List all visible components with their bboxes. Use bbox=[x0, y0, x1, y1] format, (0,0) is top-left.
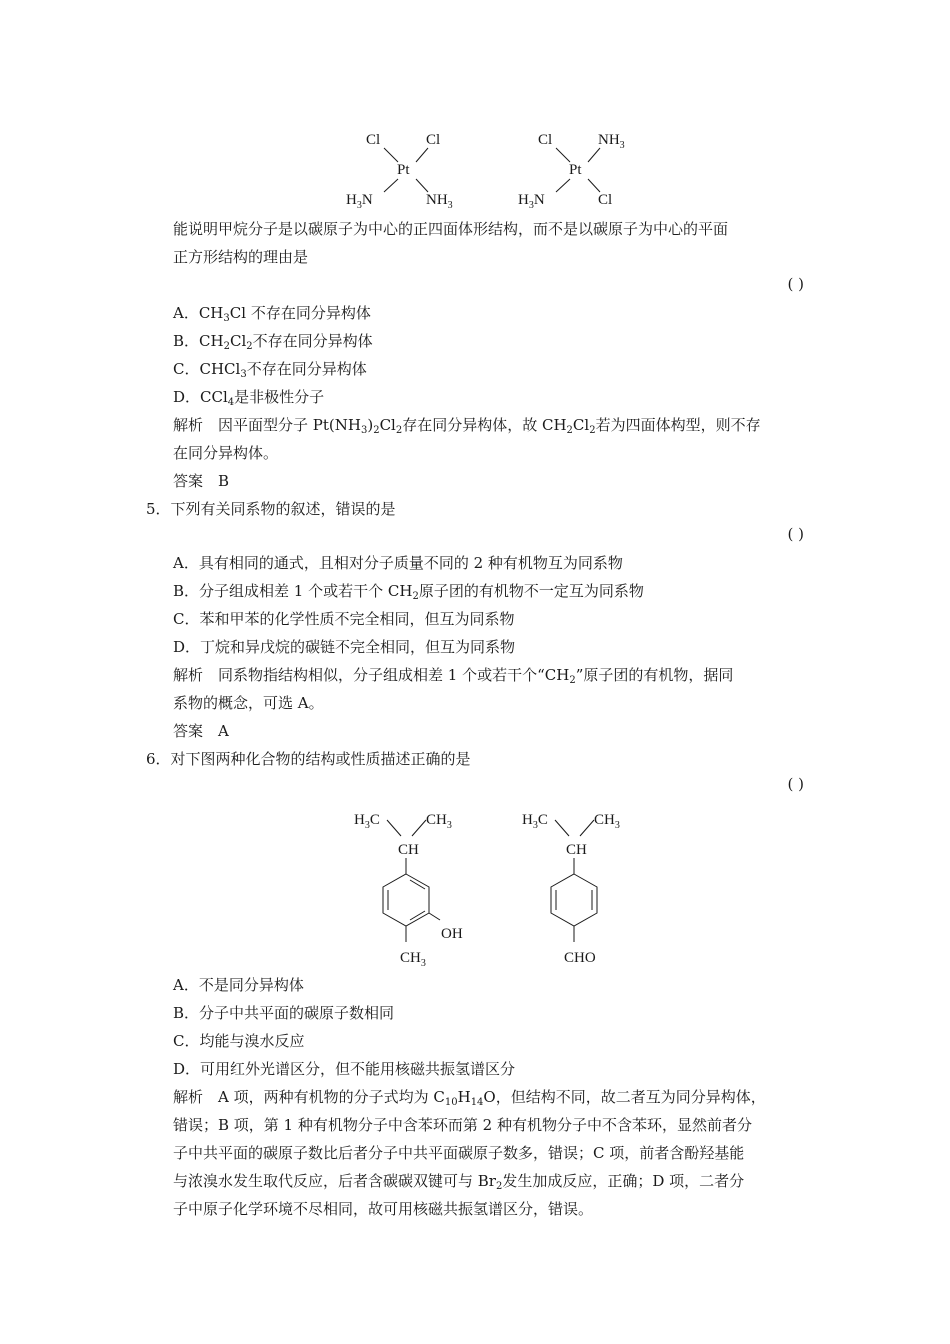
q5-option-a: A．具有相同的通式，且相对分子质量不同的 2 种有机物互为同系物 bbox=[173, 554, 623, 572]
q4-option-a: A．$CH_3Cl$ 不存在同分异构体 bbox=[173, 304, 371, 324]
atom-label: CHO bbox=[564, 950, 596, 966]
atom-label: Pt bbox=[397, 162, 410, 178]
atom-label: $CH_3$ bbox=[594, 812, 620, 831]
pt-complex-left bbox=[340, 124, 480, 214]
q6-analysis-line-3: 子中共平面的碳原子数比后者分子中共平面碳原子数多，错误；C 项，前者含酚羟基能 bbox=[173, 1144, 745, 1162]
bond bbox=[416, 179, 428, 192]
q5-analysis-line-1: 解析 同系物指结构相似，分子组成相差 1 个或若干个“$CH_2$”原子团的有机物，据同 bbox=[173, 666, 734, 686]
atom-label: Cl bbox=[538, 132, 553, 148]
atom-label: OH bbox=[441, 926, 463, 942]
bond bbox=[384, 179, 398, 192]
pt-complex-right bbox=[512, 124, 652, 214]
atom-label: $H_3C$ bbox=[354, 812, 380, 831]
bond bbox=[416, 148, 428, 162]
atom-label: $H_3C$ bbox=[522, 812, 548, 831]
q4-analysis-line-2: 在同分异构体。 bbox=[173, 444, 279, 462]
atom-label: CH bbox=[566, 842, 587, 858]
atom-label: CH bbox=[398, 842, 419, 858]
answer-blank: ( ) bbox=[787, 275, 804, 293]
q4-stem-line-2: 正方形结构的理由是 bbox=[173, 248, 309, 266]
q5-analysis-line-2: 系物的概念，可选 A。 bbox=[173, 694, 324, 712]
atom-label: Pt bbox=[569, 162, 582, 178]
q4-option-d: D．CCl$_4$是非极性分子 bbox=[173, 388, 325, 408]
atom-label: $H_3N$ bbox=[518, 192, 545, 211]
bond bbox=[429, 913, 440, 920]
atom-label: $H_3N$ bbox=[346, 192, 373, 211]
q4-option-b: B．$CH_2Cl_2$不存在同分异构体 bbox=[173, 332, 373, 352]
q5-answer: 答案 A bbox=[173, 722, 229, 740]
structure-thymol bbox=[350, 800, 490, 975]
q6-analysis-line-4: 与浓溴水发生取代反应，后者含碳碳双键可与 $Br_2$发生加成反应，正确；D 项，二者分 bbox=[173, 1172, 745, 1192]
atom-label: $NH_3$ bbox=[426, 192, 453, 211]
q6-option-b: B．分子中共平面的碳原子数相同 bbox=[173, 1004, 395, 1022]
bond bbox=[556, 148, 570, 162]
answer-blank: ( ) bbox=[787, 775, 804, 793]
q6-analysis-line-1: 解析 A 项，两种有机物的分子式均为 $C_{10}H_{14}O$，但结构不同，故二者互为同分异构体， bbox=[173, 1088, 766, 1108]
q6-stem: 6．对下图两种化合物的结构或性质描述正确的是 bbox=[146, 750, 471, 768]
q4-stem-line-1: 能说明甲烷分子是以碳原子为中心的正四面体形结构，而不是以碳原子为中心的平面 bbox=[173, 220, 729, 238]
q4-answer: 答案 B bbox=[173, 472, 230, 490]
atom-label: $CH_3$ bbox=[400, 950, 426, 969]
bond bbox=[588, 148, 600, 162]
atom-label: Cl bbox=[598, 192, 613, 208]
q5-option-b: B．分子组成相差 1 个或若干个 $CH_2$原子团的有机物不一定互为同系物 bbox=[173, 582, 644, 602]
atom-label: $NH_3$ bbox=[598, 132, 625, 151]
double-bond bbox=[410, 880, 425, 889]
q5-stem: 5．下列有关同系物的叙述，错误的是 bbox=[146, 500, 396, 518]
q6-analysis-line-5: 子中原子化学环境不尽相同，故可用核磁共振氢谱区分，错误。 bbox=[173, 1200, 594, 1218]
atom-label: $CH_3$ bbox=[426, 812, 452, 831]
structure-aldehyde bbox=[518, 800, 658, 975]
bond bbox=[580, 820, 594, 836]
bond bbox=[384, 148, 398, 162]
answer-blank: ( ) bbox=[787, 525, 804, 543]
q6-option-d: D．可用红外光谱区分，但不能用核磁共振氢谱区分 bbox=[173, 1060, 516, 1078]
q4-analysis-line-1: 解析 因平面型分子 $Pt(NH_3)_2Cl_2$存在同分异构体，故 $CH_2Cl_2$若为四面体构型，则不存 bbox=[173, 416, 761, 436]
q4-option-c: C．CHCl$_3$不存在同分异构体 bbox=[173, 360, 367, 380]
cyclohexadiene-ring bbox=[551, 874, 597, 926]
q6-option-c: C．均能与溴水反应 bbox=[173, 1032, 305, 1050]
double-bond bbox=[410, 911, 425, 920]
q6-option-a: A．不是同分异构体 bbox=[173, 976, 304, 994]
atom-label: Cl bbox=[366, 132, 381, 148]
bond bbox=[555, 820, 569, 836]
bond bbox=[556, 179, 570, 192]
benzene-ring bbox=[383, 874, 429, 926]
bond bbox=[412, 820, 426, 836]
q5-option-c: C．苯和甲苯的化学性质不完全相同，但互为同系物 bbox=[173, 610, 515, 628]
bond bbox=[588, 179, 600, 192]
q6-analysis-line-2: 错误；B 项，第 1 种有机物分子中含苯环而第 2 种有机物分子中不含苯环，显然前者分 bbox=[173, 1116, 752, 1134]
atom-label: Cl bbox=[426, 132, 441, 148]
q5-option-d: D．丁烷和异戊烷的碳链不完全相同，但互为同系物 bbox=[173, 638, 516, 656]
bond bbox=[387, 820, 401, 836]
